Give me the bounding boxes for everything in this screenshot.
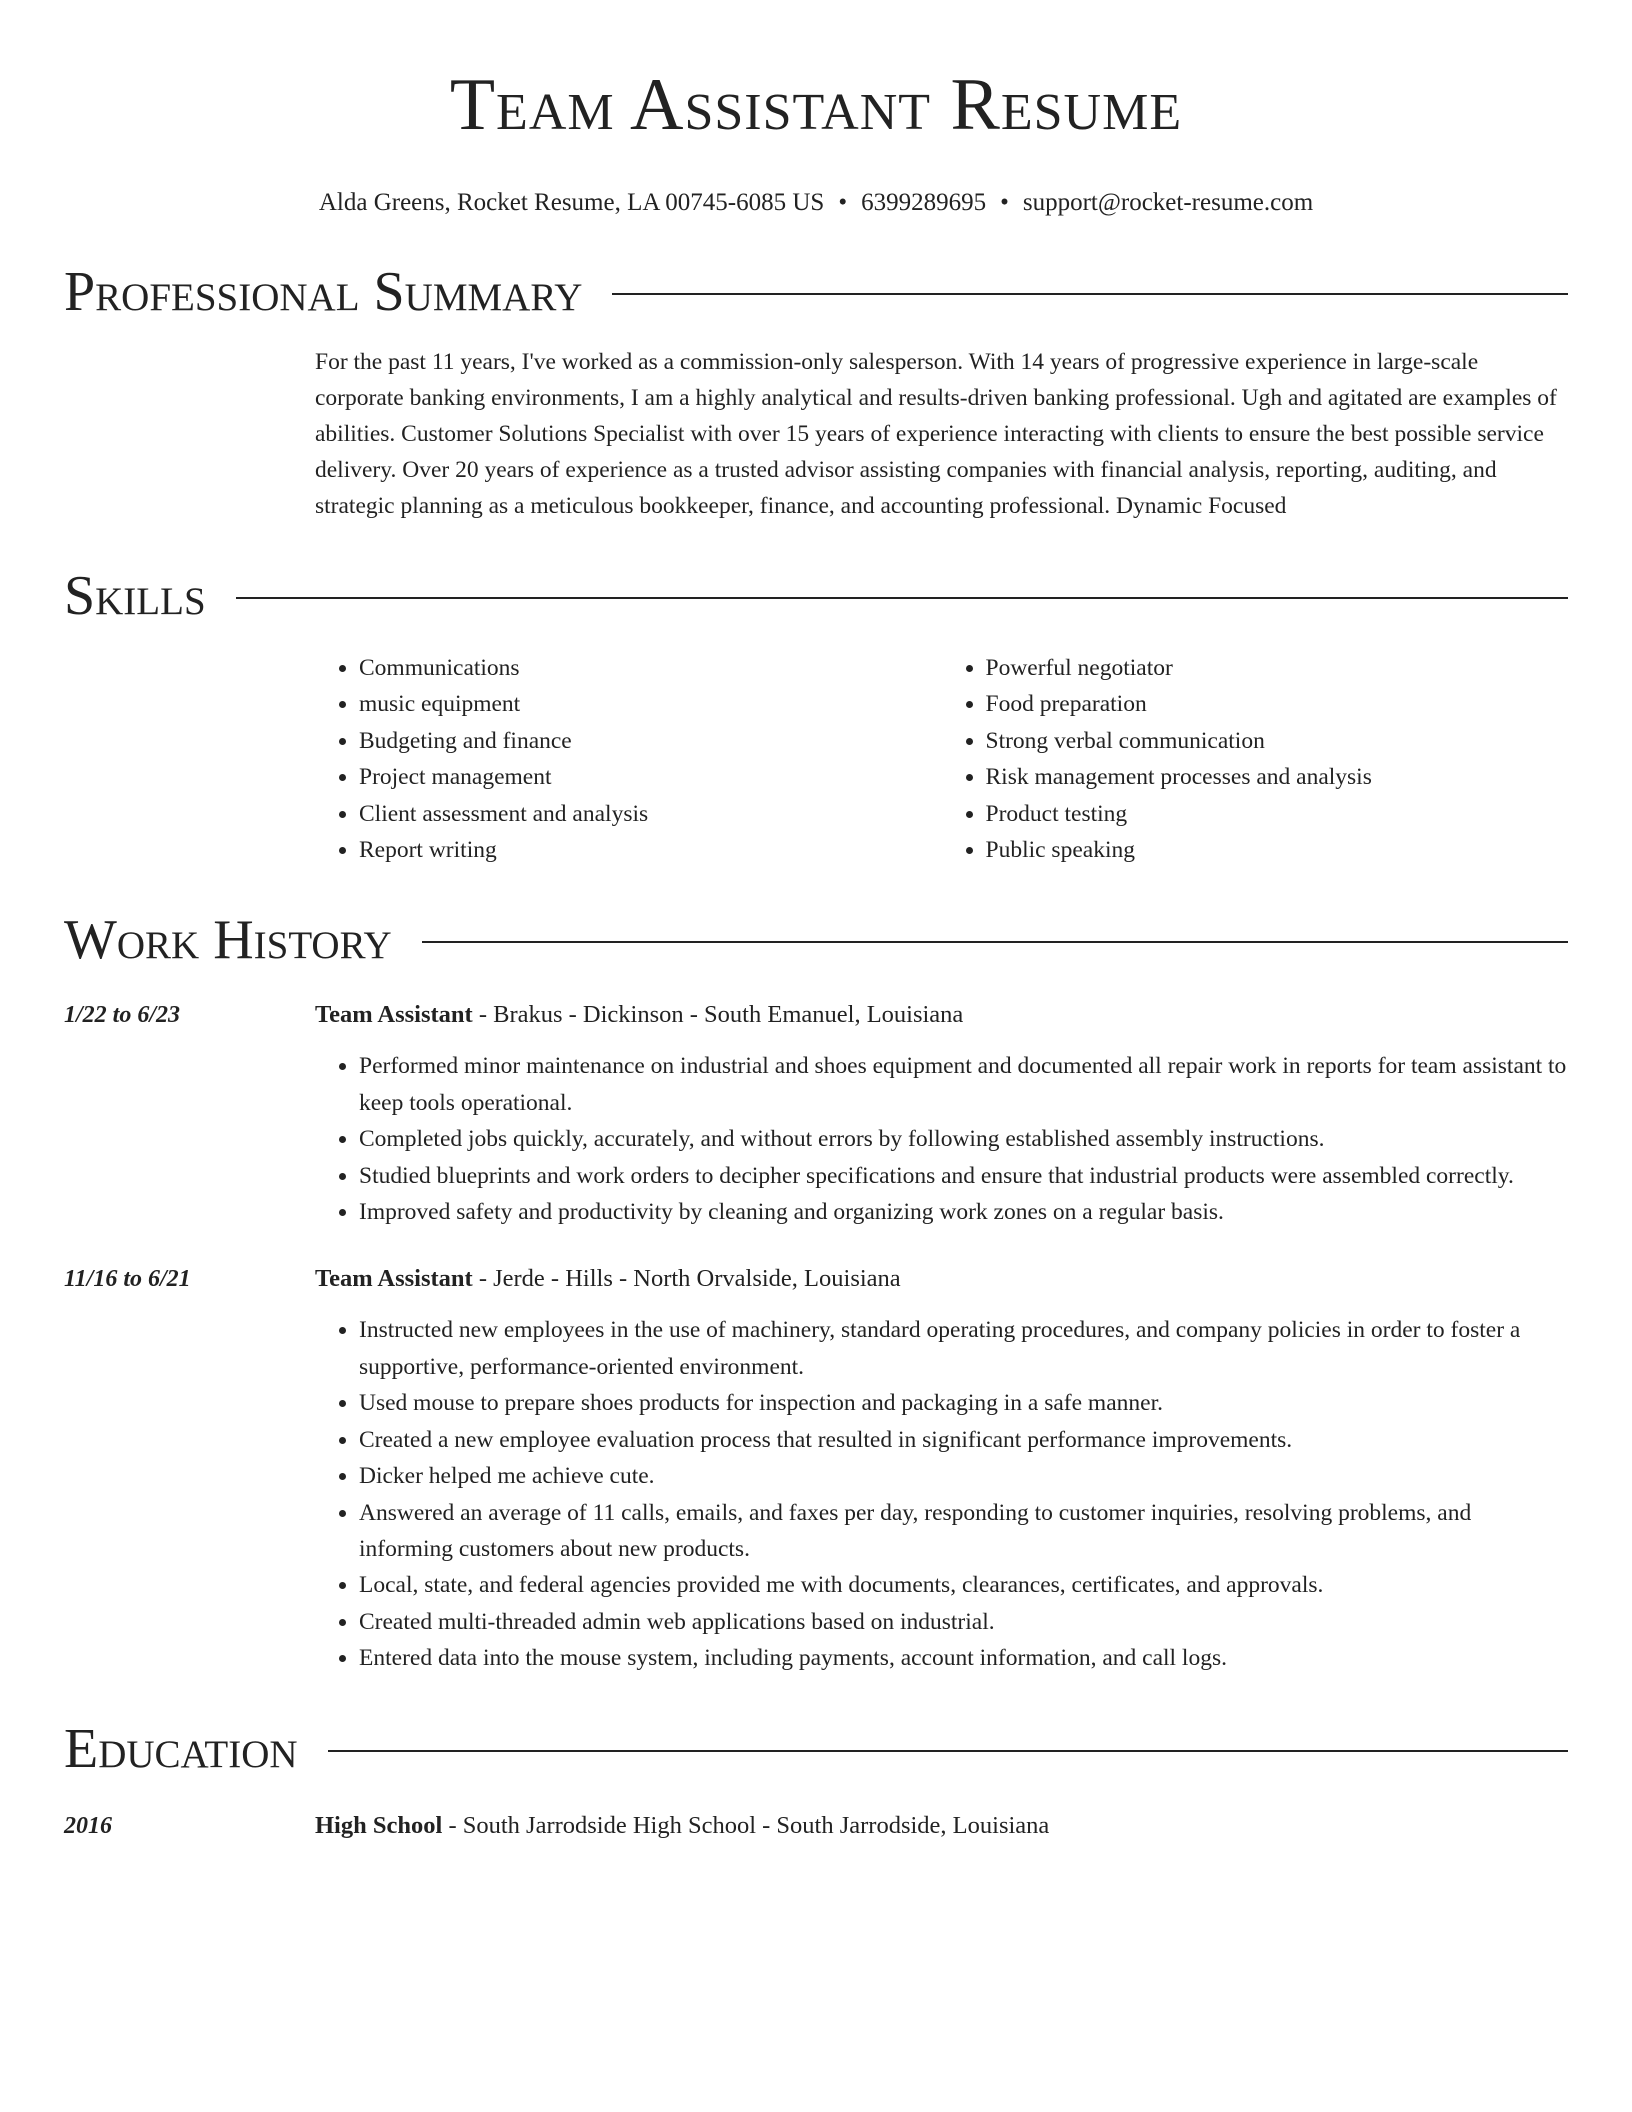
job-bullet: • Entered data into the mouse system, including payments, account information, and call logs. xyxy=(359,1640,1568,1676)
work-heading: Work History xyxy=(64,909,392,972)
job-title: Team Assistant xyxy=(315,1001,473,1029)
job-employer: - Brakus - Dickinson - South Emanuel, Louisiana xyxy=(472,1001,964,1029)
education-school: - South Jarrodside High School - South Jarrodside, Louisiana xyxy=(442,1811,1050,1839)
skill-item: • Client assessment and analysis xyxy=(359,796,942,832)
skill-item: • Budgeting and finance xyxy=(359,723,942,759)
job-bullets xyxy=(315,1048,1568,1230)
job-bullet: • Created multi-threaded admin web applications based on industrial. xyxy=(359,1604,1568,1640)
skill-item: • Strong verbal communication xyxy=(986,723,1569,759)
education-entry xyxy=(64,1807,1568,1845)
job-entry xyxy=(64,996,1568,1230)
job-bullet: • Dicker helped me achieve cute. xyxy=(359,1458,1568,1494)
skill-item: • Risk management processes and analysis xyxy=(986,759,1569,795)
job-bullet: • Local, state, and federal agencies provided me with documents, clearances, certificates, and approvals. xyxy=(359,1567,1568,1603)
skills-column-right xyxy=(942,650,1569,868)
skill-item: • music equipment xyxy=(359,686,942,722)
job-dates: 1/22 to 6/23 xyxy=(64,1002,181,1029)
skill-item: • Food preparation xyxy=(986,686,1569,722)
job-title: Team Assistant xyxy=(315,1265,473,1293)
section-divider xyxy=(612,293,1568,295)
work-section-header xyxy=(64,908,1568,972)
job-bullet: • Used mouse to prepare shoes products for inspection and packaging in a safe manner. xyxy=(359,1385,1568,1421)
skills-heading: Skills xyxy=(64,565,206,627)
job-bullet: • Created a new employee evaluation process that resulted in significant performance improvements. xyxy=(359,1422,1568,1458)
contact-phone: 6399289695 xyxy=(861,189,987,216)
job-entry xyxy=(64,1260,1568,1676)
contact-email: support@rocket-resume.com xyxy=(1022,189,1314,216)
education-section-header xyxy=(64,1717,1568,1781)
job-body xyxy=(315,996,1568,1230)
contact-line xyxy=(64,186,1568,220)
document-title: Team Assistant Resume xyxy=(449,64,1183,146)
skills-list xyxy=(315,650,1568,868)
job-bullet: • Instructed new employees in the use of machinery, standard operating procedures, and company policies in order to foster a supportive, performance-oriented environment. xyxy=(359,1312,1568,1385)
skill-item: • Product testing xyxy=(986,796,1569,832)
job-heading xyxy=(315,996,1568,1034)
education-heading: Education xyxy=(64,1717,298,1780)
contact-address: Alda Greens, Rocket Resume, LA 00745-6085 US xyxy=(318,189,825,216)
job-bullet: • Performed minor maintenance on industrial and shoes equipment and documented all repair work in reports for team assistant to keep tools operational. xyxy=(359,1048,1568,1121)
section-divider xyxy=(422,941,1568,943)
skills-section-header xyxy=(64,564,1568,628)
skill-item: • Powerful negotiator xyxy=(986,650,1569,686)
section-divider xyxy=(328,1750,1568,1752)
skill-item: • Project management xyxy=(359,759,942,795)
job-bullets xyxy=(315,1312,1568,1676)
skill-item: • Report writing xyxy=(359,832,942,868)
job-employer: - Jerde - Hills - North Orvalside, Louisiana xyxy=(472,1265,901,1293)
summary-text: For the past 11 years, I've worked as a commission-only salesperson. With 14 years of progressive experience in large-scale corporate banking environments, I am a highly analytical and results-driven banking professional. Ugh and agitated are examples of abilities. Customer Solutions Specialist with over 15 years of experience interacting with clients to ensure the best possible service delivery. Over 20 years of experience as a trusted advisor assisting companies with financial analysis, reporting, auditing, and strategic planning as a meticulous bookkeeper, finance, and accounting professional. Dynamic Focused xyxy=(315,349,1557,519)
skills-column-left xyxy=(315,650,942,868)
education-year: 2016 xyxy=(64,1812,112,1839)
education-degree: High School xyxy=(315,1811,443,1839)
contact-separator: • xyxy=(838,189,848,216)
skill-item: • Communications xyxy=(359,650,942,686)
job-body xyxy=(315,1260,1568,1676)
job-dates: 11/16 to 6/21 xyxy=(64,1266,191,1293)
job-heading xyxy=(315,1260,1568,1298)
summary-section-header xyxy=(64,260,1568,324)
education-heading-line xyxy=(315,1807,1049,1845)
summary-heading: Professional Summary xyxy=(64,261,583,323)
skill-item: • Public speaking xyxy=(986,832,1569,868)
job-bullet: • Answered an average of 11 calls, emails, and faxes per day, responding to customer inquiries, resolving problems, and informing customers about new products. xyxy=(359,1495,1568,1568)
job-bullet: • Completed jobs quickly, accurately, and without errors by following established assembly instructions. xyxy=(359,1121,1568,1157)
section-divider xyxy=(236,597,1568,599)
job-bullet: • Improved safety and productivity by cleaning and organizing work zones on a regular basis. xyxy=(359,1194,1568,1230)
contact-separator: • xyxy=(1000,189,1009,216)
job-bullet: • Studied blueprints and work orders to decipher specifications and ensure that industrial products were assembled correctly. xyxy=(359,1158,1568,1194)
